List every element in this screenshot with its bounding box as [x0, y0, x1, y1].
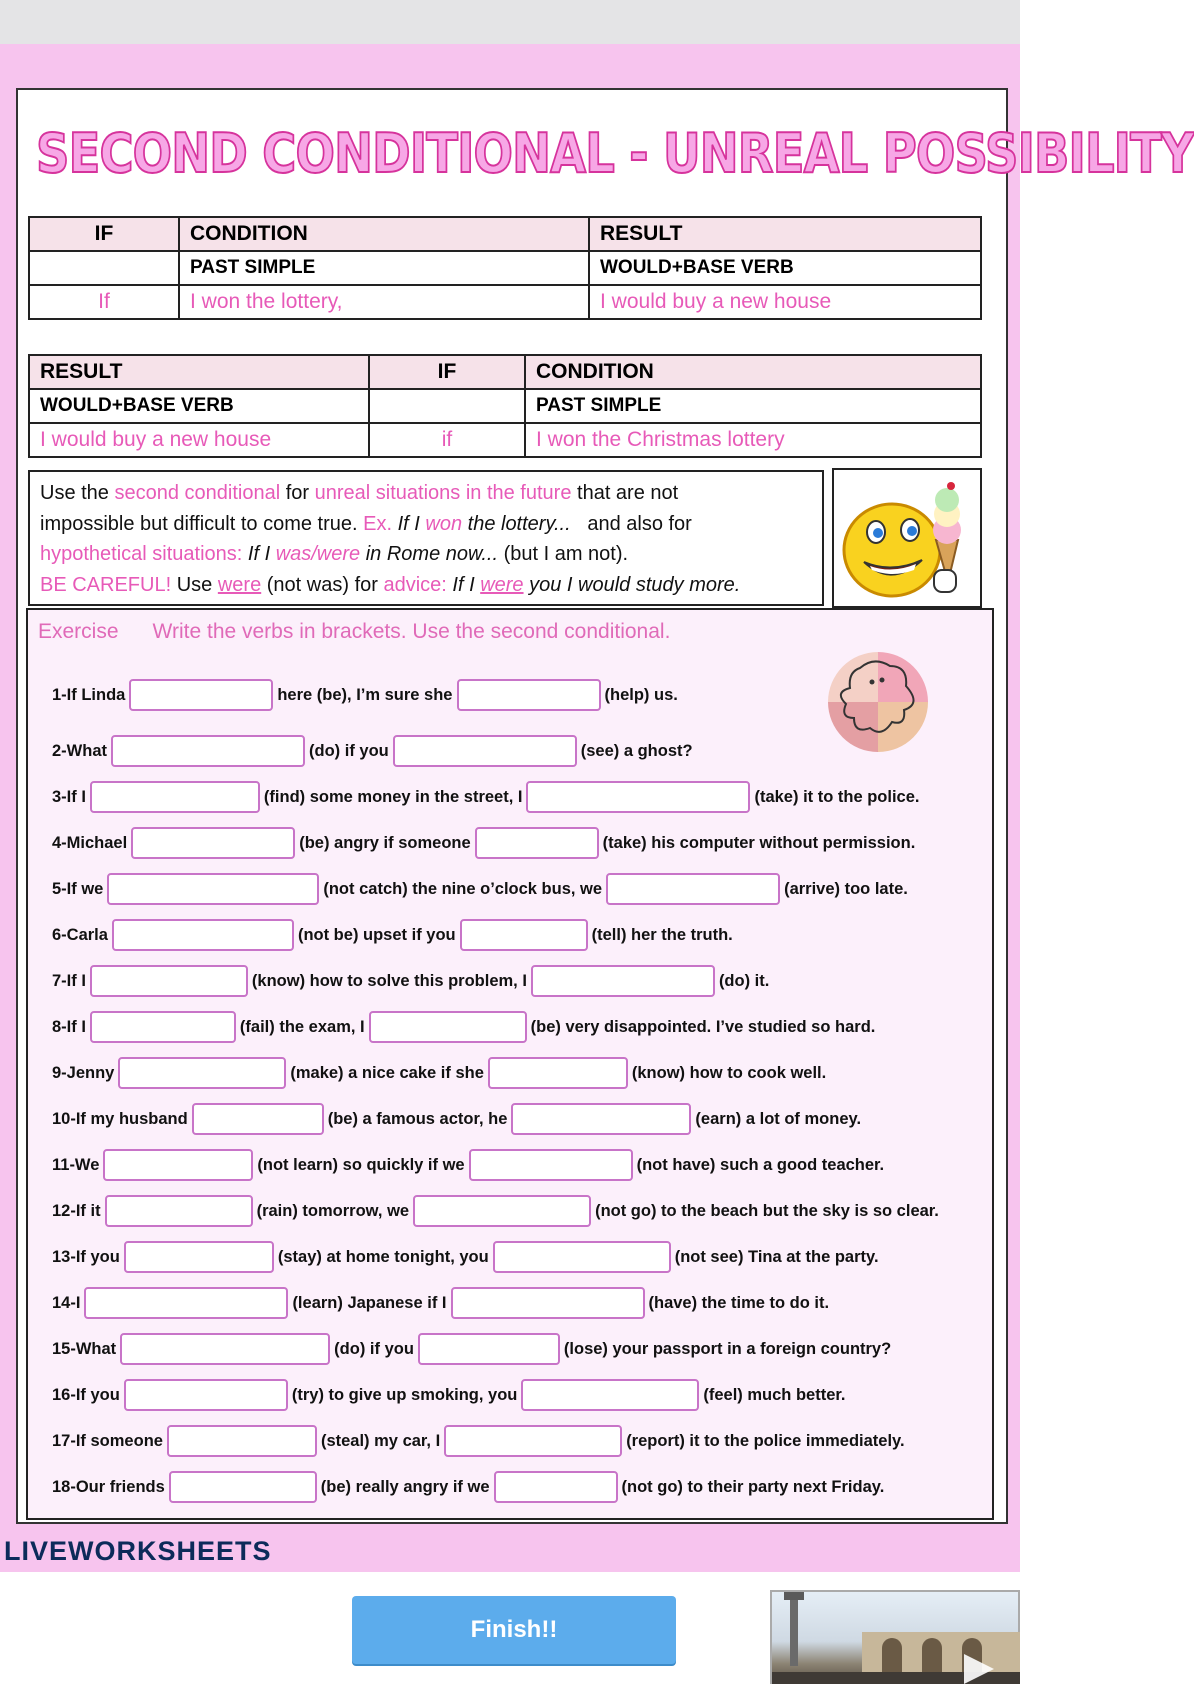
- exercise-heading: [38, 620, 704, 644]
- answer-input[interactable]: [606, 873, 780, 905]
- exercise-item: [52, 826, 915, 860]
- answer-input[interactable]: [457, 679, 601, 711]
- answer-input[interactable]: [511, 1103, 691, 1135]
- answer-input[interactable]: [393, 735, 577, 767]
- notes-highlight: were: [480, 573, 524, 596]
- item-text: 10-If my husband: [52, 1109, 188, 1128]
- item-text: (make) a nice cake if she: [290, 1063, 484, 1082]
- item-text: (have) the time to do it.: [648, 1293, 830, 1312]
- item-text: (arrive) too late.: [784, 879, 908, 898]
- sub-cell: [369, 389, 525, 423]
- answer-input[interactable]: [418, 1333, 560, 1365]
- item-text: (learn) Japanese if I: [292, 1293, 447, 1312]
- item-text: (not go) to the beach but the sky is so clear.: [595, 1201, 939, 1220]
- notes-text: Use the: [40, 482, 115, 504]
- liveworksheets-logo: LIVEWORKSHEETS: [4, 1536, 272, 1566]
- notes-highlight: were: [217, 573, 262, 596]
- answer-input[interactable]: [103, 1149, 253, 1181]
- item-text: 2-What: [52, 741, 107, 760]
- item-text: (be) very disappointed. I’ve studied so hard.: [530, 1017, 876, 1036]
- notes-text: in Rome now...: [360, 543, 499, 565]
- notes-highlight: advice:: [383, 573, 447, 596]
- item-text: 14-I: [52, 1293, 81, 1312]
- header-cell: CONDITION: [179, 217, 589, 251]
- notes-text: (not was) for: [261, 573, 384, 596]
- notes-highlight: Ex.: [363, 512, 393, 535]
- finish-button[interactable]: Finish!!: [352, 1596, 676, 1664]
- item-text: (lose) your passport in a foreign country?: [563, 1339, 892, 1358]
- notes-text: If I: [242, 543, 276, 565]
- notes-text: that are not: [571, 482, 679, 504]
- exercise-item: [52, 1194, 939, 1228]
- item-text: 17-If someone: [52, 1431, 163, 1450]
- item-text: (find) some money in the street, I: [263, 787, 523, 806]
- notes-text: If I: [392, 512, 426, 535]
- notes-text: Use: [171, 573, 218, 596]
- item-text: (be) a famous actor, he: [327, 1109, 508, 1128]
- item-text: (be) angry if someone: [299, 833, 471, 852]
- answer-input[interactable]: [118, 1057, 286, 1089]
- item-text: (stay) at home tonight, you: [277, 1247, 489, 1266]
- answer-input[interactable]: [105, 1195, 253, 1227]
- notes-line: [40, 570, 812, 601]
- sub-cell: [29, 251, 179, 285]
- sub-cell: WOULD+BASE VERB: [29, 389, 369, 423]
- item-text: (fail) the exam, I: [239, 1017, 365, 1036]
- notes-text: If I: [446, 573, 481, 596]
- item-text: 5-If we: [52, 879, 104, 898]
- notes-highlight: won: [425, 512, 463, 535]
- item-text: 1-If Linda: [52, 685, 126, 704]
- notes-highlight: BE CAREFUL!: [40, 573, 172, 596]
- item-text: 3-If I: [52, 787, 86, 806]
- answer-input[interactable]: [167, 1425, 317, 1457]
- notes-text: impossible but difficult to come true.: [40, 512, 364, 535]
- item-text: (tell) her the truth.: [591, 925, 733, 944]
- browser-top-bar: [0, 0, 1020, 44]
- answer-input[interactable]: [475, 827, 599, 859]
- notes-text: for: [280, 482, 315, 504]
- answer-input[interactable]: [129, 679, 273, 711]
- header-cell: IF: [29, 217, 179, 251]
- item-text: (earn) a lot of money.: [695, 1109, 862, 1128]
- item-text: (help) us.: [604, 685, 678, 704]
- answer-input[interactable]: [526, 781, 750, 813]
- answer-input[interactable]: [131, 827, 295, 859]
- grammar-table-result-first: [28, 354, 982, 458]
- notes-text: (but I am not).: [498, 543, 629, 565]
- item-text: 4-Michael: [52, 833, 128, 852]
- example-cell: I would buy a new house: [29, 423, 369, 457]
- example-cell: I would buy a new house: [589, 285, 981, 319]
- exercise-item: [52, 1424, 905, 1458]
- item-text: 6-Carla: [52, 925, 108, 944]
- item-text: (not go) to their party next Friday.: [621, 1477, 885, 1496]
- item-text: (take) it to the police.: [754, 787, 920, 806]
- answer-input[interactable]: [90, 965, 248, 997]
- notes-line: [40, 509, 812, 540]
- answer-input[interactable]: [120, 1333, 330, 1365]
- item-text: 16-If you: [52, 1385, 120, 1404]
- notes-text: you I would study more.: [523, 573, 741, 596]
- page-title: SECOND CONDITIONAL - UNREAL POSSIBILITY: [36, 122, 1194, 185]
- notes-line: [40, 539, 812, 570]
- answer-input[interactable]: [112, 919, 294, 951]
- smiley-ice-cream-icon: [834, 470, 980, 606]
- usage-notes: [28, 470, 824, 606]
- answer-input[interactable]: [84, 1287, 288, 1319]
- exercise-item: [52, 1102, 861, 1136]
- example-cell: If: [29, 285, 179, 319]
- notes-text: the lottery...: [462, 512, 571, 535]
- example-cell: I won the lottery,: [179, 285, 589, 319]
- answer-input[interactable]: [124, 1241, 274, 1273]
- example-cell: I won the Christmas lottery: [525, 423, 981, 457]
- answer-input[interactable]: [521, 1379, 699, 1411]
- answer-input[interactable]: [488, 1057, 628, 1089]
- exercise-item: [52, 1470, 884, 1504]
- item-text: (not catch) the nine o’clock bus, we: [323, 879, 603, 898]
- notes-highlight: second conditional: [114, 482, 281, 504]
- exercise-item: [52, 1332, 891, 1366]
- item-text: (do) if you: [334, 1339, 414, 1358]
- item-text: (report) it to the police immediately.: [626, 1431, 905, 1450]
- item-text: (feel) much better.: [703, 1385, 846, 1404]
- exercise-item: [52, 1286, 829, 1320]
- item-text: 8-If I: [52, 1017, 86, 1036]
- item-text: 13-If you: [52, 1247, 120, 1266]
- item-text: (not see) Tina at the party.: [674, 1247, 879, 1266]
- item-text: here (be), I’m sure she: [277, 685, 453, 704]
- answer-input[interactable]: [444, 1425, 622, 1457]
- header-cell: RESULT: [29, 355, 369, 389]
- notes-highlight: unreal situations in the future: [314, 482, 572, 504]
- notes-text: and also for: [570, 512, 692, 535]
- item-text: (know) how to cook well.: [631, 1063, 827, 1082]
- answer-input[interactable]: [90, 1011, 236, 1043]
- item-text: (take) his computer without permission.: [602, 833, 916, 852]
- rome-building-icon: [772, 1592, 1020, 1684]
- item-text: (try) to give up smoking, you: [291, 1385, 518, 1404]
- item-text: 9-Jenny: [52, 1063, 115, 1082]
- answer-input[interactable]: [494, 1471, 618, 1503]
- answer-input[interactable]: [531, 965, 715, 997]
- sub-cell: PAST SIMPLE: [179, 251, 589, 285]
- item-text: (not be) upset if you: [297, 925, 456, 944]
- answer-input[interactable]: [493, 1241, 671, 1273]
- header-cell: CONDITION: [525, 355, 981, 389]
- item-text: 7-If I: [52, 971, 86, 990]
- exercise-instruction: Write the verbs in brackets. Use the second conditional.: [152, 620, 671, 643]
- notes-highlight: was/were: [275, 543, 361, 565]
- item-text: (not have) such a good teacher.: [636, 1155, 885, 1174]
- answer-input[interactable]: [192, 1103, 324, 1135]
- answer-input[interactable]: [169, 1471, 317, 1503]
- item-text: 18-Our friends: [52, 1477, 165, 1496]
- item-text: 12-If it: [52, 1201, 101, 1220]
- exercise-item: [52, 964, 769, 998]
- item-text: 15-What: [52, 1339, 117, 1358]
- answer-input[interactable]: [111, 735, 305, 767]
- notes-line: [40, 478, 812, 509]
- answer-input[interactable]: [460, 919, 588, 951]
- exercise-item: [52, 1148, 884, 1182]
- item-text: 11-We: [52, 1155, 100, 1174]
- smiley-ice-cream-image: [832, 468, 982, 608]
- exercise-item: [52, 780, 920, 814]
- answer-input[interactable]: [451, 1287, 645, 1319]
- exercise-item: [52, 872, 908, 906]
- item-text: (rain) tomorrow, we: [256, 1201, 410, 1220]
- sub-cell: PAST SIMPLE: [525, 389, 981, 423]
- item-text: (steal) my car, I: [320, 1431, 441, 1450]
- notes-highlight: hypothetical situations:: [40, 543, 243, 565]
- exercise-label: Exercise: [38, 620, 119, 643]
- answer-input[interactable]: [369, 1011, 527, 1043]
- answer-input[interactable]: [124, 1379, 288, 1411]
- item-text: (know) how to solve this problem, I: [251, 971, 527, 990]
- sub-cell: WOULD+BASE VERB: [589, 251, 981, 285]
- grammar-table-if-first: [28, 216, 982, 320]
- header-cell: RESULT: [589, 217, 981, 251]
- rome-photo: [770, 1590, 1020, 1684]
- answer-input[interactable]: [107, 873, 319, 905]
- item-text: (see) a ghost?: [580, 741, 693, 760]
- exercise-item: [52, 734, 693, 768]
- exercise-item: [52, 918, 733, 952]
- exercise-item: [52, 1378, 846, 1412]
- ghost-icon: [812, 652, 944, 752]
- example-cell: if: [369, 423, 525, 457]
- answer-input[interactable]: [90, 781, 260, 813]
- item-text: (do) it.: [718, 971, 770, 990]
- item-text: (not learn) so quickly if we: [257, 1155, 465, 1174]
- item-text: (do) if you: [309, 741, 389, 760]
- answer-input[interactable]: [413, 1195, 591, 1227]
- item-text: (be) really angry if we: [320, 1477, 490, 1496]
- exercise-item: [52, 1240, 879, 1274]
- exercise-item: [52, 1010, 875, 1044]
- answer-input[interactable]: [469, 1149, 633, 1181]
- exercise-item: [52, 678, 678, 712]
- header-cell: IF: [369, 355, 525, 389]
- exercise-item: [52, 1056, 826, 1090]
